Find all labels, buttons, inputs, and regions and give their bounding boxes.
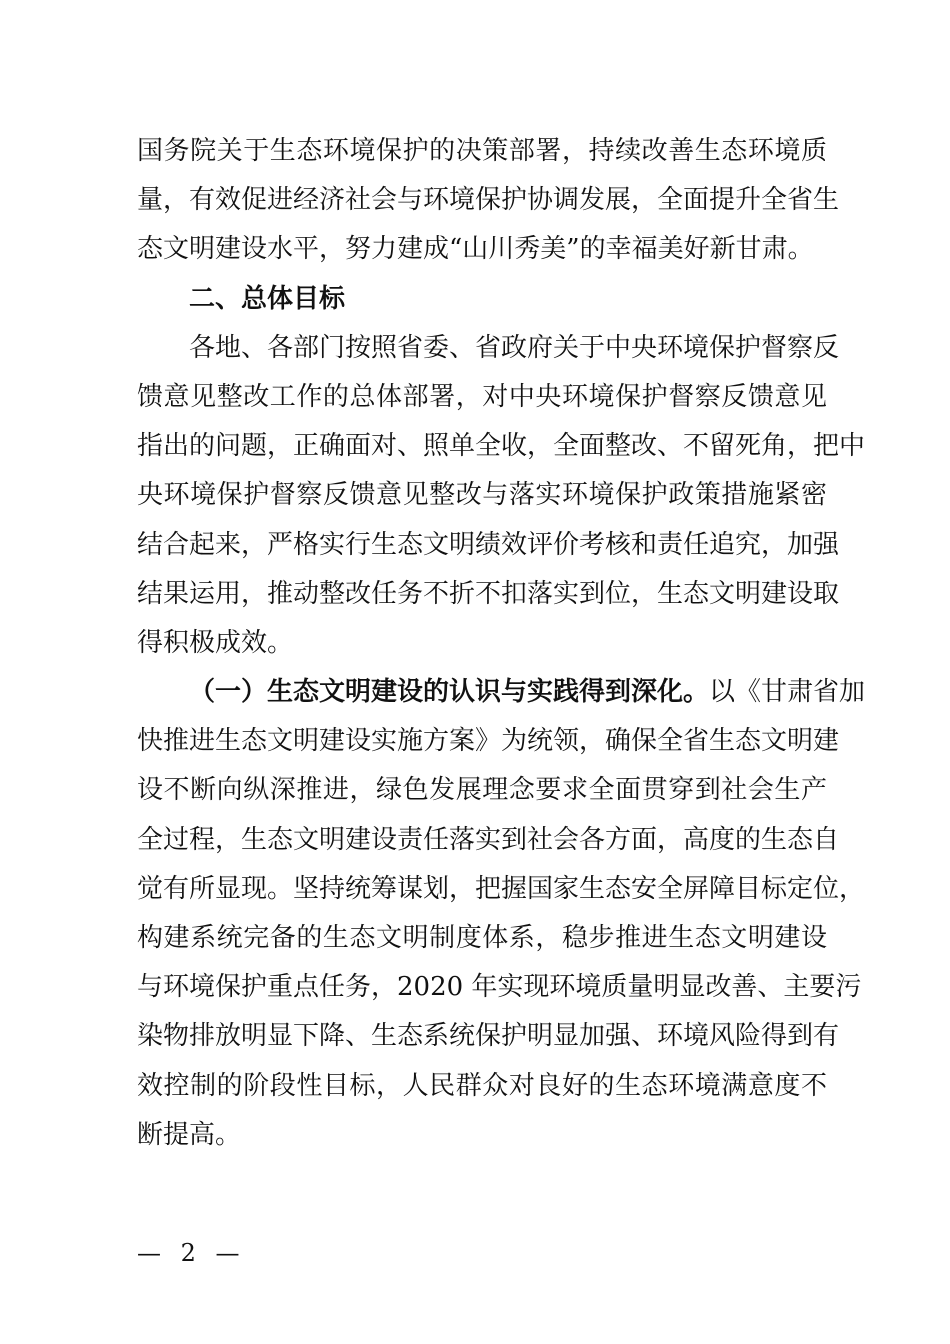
body-text — [137, 127, 866, 1160]
text-line: 结果运用，推动整改任务不折不扣落实到位，生态文明建设取 — [137, 578, 840, 609]
text-line: 各地、各部门按照省委、省政府关于中央环境保护督察反 — [189, 332, 840, 363]
section-heading: 二、总体目标 — [189, 283, 346, 314]
text-line: 国务院关于生态环境保护的决策部署，持续改善生态环境质 — [137, 136, 827, 166]
text-line: 全过程，生态文明建设责任落实到社会各方面，高度的生态自 — [137, 824, 840, 855]
text-line: 量，有效促进经济社会与环境保护协调发展，全面提升全省生 — [137, 185, 840, 216]
text-line: 断提高。 — [137, 1119, 242, 1150]
paragraph-subsection-1 — [137, 668, 866, 1160]
text-line: 结合起来，严格实行生态文明绩效评价考核和责任追究，加强 — [137, 529, 840, 560]
text-line: 构建系统完备的生态文明制度体系，稳步推进生态文明建设 — [137, 923, 827, 953]
text-line: 快推进生态文明建设实施方案》为统领，确保全省生态文明建 — [137, 726, 840, 757]
text-line: 设不断向纵深推进，绿色发展理念要求全面贯穿到社会生产 — [137, 775, 827, 806]
text-line: 效控制的阶段性目标，人民群众对良好的生态环境满意度不 — [137, 1070, 827, 1101]
paragraph-continued — [137, 127, 840, 275]
text-line — [137, 668, 866, 717]
text-line: 指出的问题，正确面对、照单全收，全面整改、不留死角，把中 — [137, 431, 866, 462]
text-line: 态文明建设水平，努力建成“山川秀美”的幸福美好新甘肃。 — [137, 234, 814, 265]
paragraph-overall-goal — [137, 324, 866, 668]
text-line: 央环境保护督察反馈意见整改与落实环境保护政策措施紧密 — [137, 480, 827, 511]
text-line: 觉有所显现。坚持统筹谋划，把握国家生态安全屏障目标定位， — [137, 873, 866, 904]
text-line: 染物排放明显下降、生态系统保护明显加强、环境风险得到有 — [137, 1021, 840, 1052]
text-line: 与环境保护重点任务，2020 年实现环境质量明显改善、主要污 — [137, 972, 862, 1003]
text-line: 馈意见整改工作的总体部署，对中央环境保护督察反馈意见 — [137, 381, 827, 412]
subsection-title: （一）生态文明建设的认识与实践得到深化。 — [189, 677, 710, 708]
text-run: 以《甘肃省加 — [709, 677, 866, 708]
text-line: 得积极成效。 — [137, 627, 294, 658]
page-number: — 2 — — [137, 1239, 246, 1267]
